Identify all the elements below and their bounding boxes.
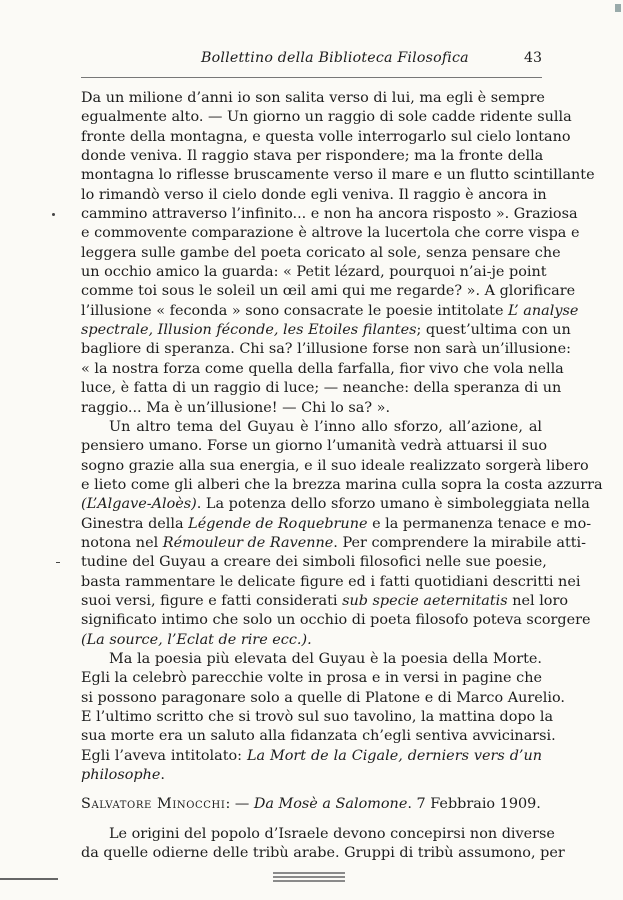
text-segment: Ginestra della xyxy=(81,515,189,532)
running-header xyxy=(81,50,542,72)
text-line: Da un milione d’anni io son salita verso di lui, ma egli è sempre xyxy=(81,90,545,106)
page-number: 43 xyxy=(523,50,542,66)
text-line: sogno grazie alla sua energia, e il suo ideale realizzato sorgerà libero xyxy=(81,457,589,474)
text-line xyxy=(81,321,571,340)
text-segment: l’illusione « feconda » sono consacrate le poesie intitolate xyxy=(81,302,509,319)
italic-title: L’ analyse xyxy=(508,302,579,319)
text-line: luce, è fatta di un raggio di luce; — neanche: della speranza di un xyxy=(81,380,562,397)
italic-title: Légende de Roquebrune xyxy=(188,515,368,532)
italic-title: Rémouleur de Ravenne xyxy=(162,534,334,551)
text-segment: . La potenza dello sforzo umano è simboleggiata nella xyxy=(196,496,590,513)
text-line: raggio... Ma è un’illusione! — Chi lo sa? ». xyxy=(81,399,391,416)
text-line: egualmente alto. — Un giorno un raggio di sole cadde ridente sulla xyxy=(81,109,572,126)
text-segment: notona nel xyxy=(81,534,163,551)
text-line: Un altro tema del Guyau è l’inno allo sforzo, all’azione, al xyxy=(109,418,542,435)
text-line: sua morte era un saluto alla fidanzata ch’egli sentiva avvicinarsi. xyxy=(81,728,556,745)
text-line: donde veniva. Il raggio stava per rispondere; ma la fronte della xyxy=(81,148,544,165)
text-line: Le origini del popolo d’Israele devono concepirsi non diverse xyxy=(109,825,555,842)
margin-dash xyxy=(56,562,60,563)
text-line xyxy=(81,592,569,611)
text-line xyxy=(81,534,586,553)
journal-title: Bollettino della Biblioteca Filosofica xyxy=(201,50,469,66)
italic-title: La Mort de la Cigale, derniers vers d’un xyxy=(246,747,543,764)
text-line xyxy=(81,747,542,766)
text-segment: suoi versi, figure e fatti considerati xyxy=(81,592,343,609)
author-name: Salvatore Minocchi xyxy=(81,796,226,813)
review-date: . 7 Febbraio 1909. xyxy=(407,796,541,813)
text-line xyxy=(81,766,542,785)
text-line: pensiero umano. Forse un giorno l’umanità vedrà attuarsi il suo xyxy=(81,438,548,455)
text-segment: nel loro xyxy=(507,592,569,609)
text-line: comme toi sous le soleil un œil ami qui me regarde? ». A glorificare xyxy=(81,283,576,300)
header-rule xyxy=(81,77,542,78)
text-line: (La source, l’Eclat de rire ecc.). xyxy=(81,631,312,648)
text-line: si possono paragonare solo a quelle di Platone e di Marco Aurelio. xyxy=(81,689,565,706)
text-segment: : — xyxy=(225,796,254,813)
body-text xyxy=(81,89,603,863)
review-heading xyxy=(81,795,542,814)
italic-titles: spectrale, Illusion féconde, les Etoiles filantes xyxy=(81,322,417,339)
text-line xyxy=(81,495,590,514)
scan-bottom-mark xyxy=(273,872,345,884)
italic-phrase: sub specie aeternitatis xyxy=(342,592,508,609)
text-line: leggera sulle gambe del poeta coricato al sole, senza pensare che xyxy=(81,244,561,261)
text-segment: . Per comprendere la mirabile atti- xyxy=(333,534,586,551)
text-line: E l’ultimo scritto che si trovò sul suo tavolino, la mattina dopo la xyxy=(81,709,554,725)
text-line: « la nostra forza come quella della farfalla, fior vivo che vola nella xyxy=(81,360,564,377)
text-line: Egli la celebrò parecchie volte in prosa e in versi in pagine che xyxy=(81,670,542,687)
text-segment: Egli l’aveva intitolato: xyxy=(81,747,247,764)
text-line: fronte della montagna, e questa volle interrogarlo sul cielo lontano xyxy=(81,128,571,145)
text-line: un occhio amico la guarda: « Petit lézard, pourquoi n’ai-je point xyxy=(81,264,547,281)
text-line: bagliore di speranza. Chi sa? l’illusione forse non sarà un’illusione: xyxy=(81,341,571,358)
text-segment: ; quest’ultima con un xyxy=(416,322,571,339)
text-line: basta rammentare le delicate figure ed i fatti quotidiani descritti nei xyxy=(81,573,581,590)
text-segment: . xyxy=(160,767,165,784)
text-line: tudine del Guyau a creare dei simboli filosofici nelle sue poesie, xyxy=(81,554,547,571)
text-line: lo rimandò verso il cielo donde egli veniva. Il raggio è ancora in xyxy=(81,186,547,203)
text-line xyxy=(81,302,579,321)
work-title: Da Mosè a Salomone xyxy=(253,796,408,813)
text-line: significato intimo che solo un occhio di poeta filosofo poteva scorgere xyxy=(81,612,591,629)
text-line: montagna lo riflesse bruscamente verso il mare e un flutto scintillante xyxy=(81,167,595,184)
margin-dot xyxy=(52,213,55,216)
scan-corner-mark xyxy=(615,4,621,12)
text-line: Ma la poesia più elevata del Guyau è la poesia della Morte. xyxy=(109,650,542,667)
text-segment: e la permanenza tenace e mo- xyxy=(367,515,592,532)
text-line: e commovente comparazione è altrove la lucertola che corre vispa e xyxy=(81,225,580,242)
text-line: da quelle odierne delle tribù arabe. Gruppi di tribù assumono, per xyxy=(81,845,565,862)
text-line: cammino attraverso l’infinito... e non ha ancora risposto ». Graziosa xyxy=(81,206,578,223)
italic-title: (L’Algave-Aloès) xyxy=(81,496,197,513)
scan-edge-mark xyxy=(0,878,58,880)
text-line: e lieto come gli alberi che la brezza marina culla sopra la costa azzurra xyxy=(81,476,603,493)
italic-title: philosophe xyxy=(81,767,161,784)
text-line xyxy=(81,515,592,534)
